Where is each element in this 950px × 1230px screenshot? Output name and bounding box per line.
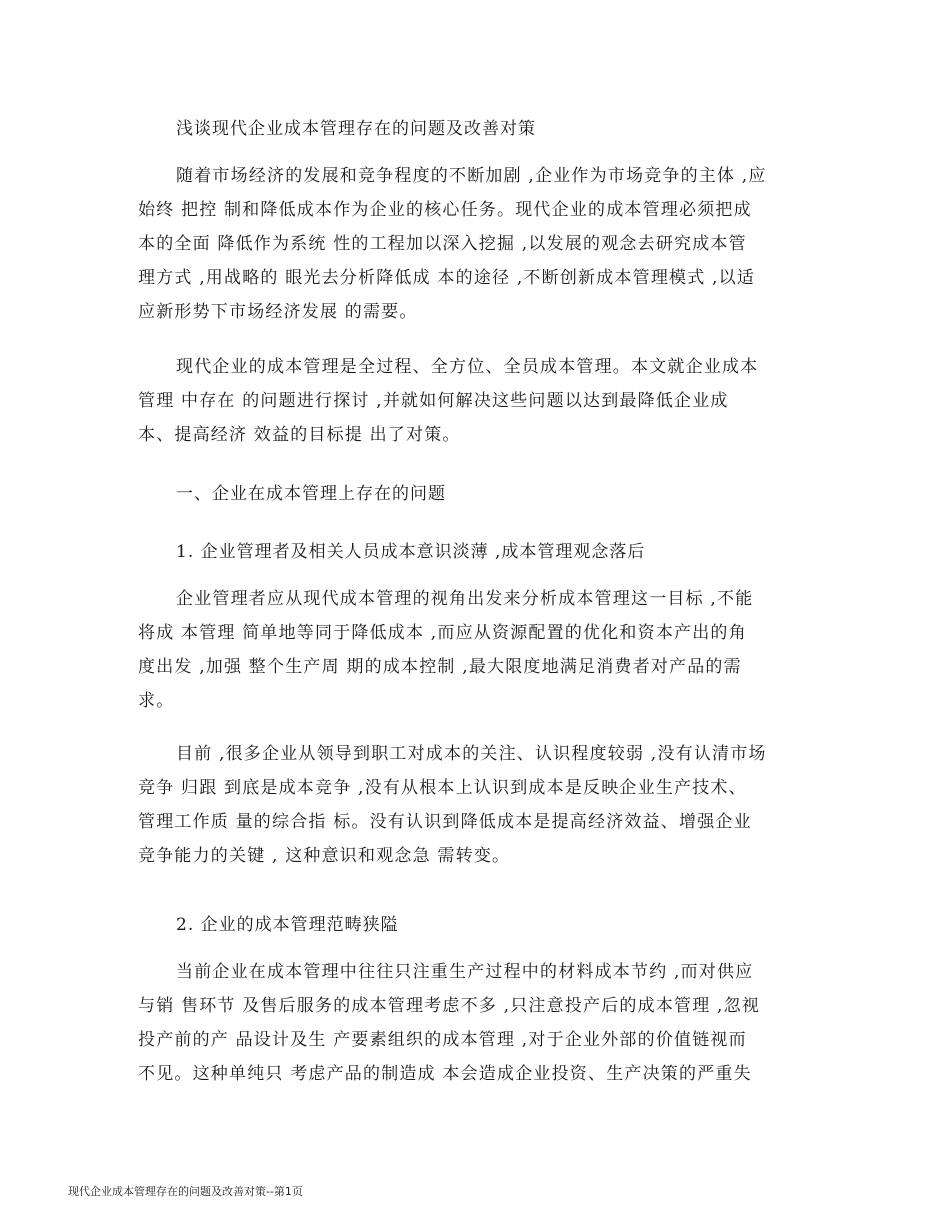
paragraph-current-situation: [138, 737, 803, 873]
paragraph-line: 随着市场经济的发展和竞争程度的不断加剧 ,企业作为市场竞争的主体 ,应: [176, 166, 767, 186]
paragraph-line: 本的全面 降低作为系统 性的工程加以深入挖掘 ,以发展的观念去研究成本管: [138, 234, 747, 254]
subsection-heading: 1. 企业管理者及相关人员成本意识淡薄 ,成本管理观念落后: [176, 542, 646, 562]
paragraph-narrow-scope: [138, 955, 803, 1091]
subsection-heading: 2. 企业的成本管理范畴狭隘: [176, 915, 399, 935]
paragraph-line: 求。: [138, 691, 175, 711]
paragraph-cost-awareness: [138, 582, 803, 718]
paragraph-line: 目前 ,很多企业从领导到职工对成本的关注、认识程度较弱 ,没有认清市场: [176, 744, 767, 764]
paragraph-line: 竞争 归跟 到底是成本竞争 ,没有从根本上认识到成本是反映企业生产技术、: [138, 778, 747, 798]
paragraph-line: 理方式 ,用战略的 眼光去分析降低成 本的途径 ,不断创新成本管理模式 ,以适: [138, 268, 756, 288]
paragraph-line: 管理工作质 量的综合指 标。没有认识到降低成本是提高经济效益、增强企业: [138, 812, 752, 832]
paragraph-line: 企业管理者应从现代成本管理的视角出发来分析成本管理这一目标 ,不能: [176, 589, 754, 609]
paragraph-line: 本、提高经济 效益的目标提 出了对策。: [138, 425, 461, 445]
paragraph-intro: [138, 159, 803, 329]
paragraph-line: 度出发 ,加强 整个生产周 期的成本控制 ,最大限度地满足消费者对产品的需: [138, 657, 742, 677]
paragraph-line: 应新形势下市场经济发展 的需要。: [138, 302, 418, 322]
paragraph-line: 当前企业在成本管理中往往只注重生产过程中的材料成本节约 ,而对供应: [176, 962, 754, 982]
paragraph-line: 不见。这种单纯只 考虑产品的制造成 本会造成企业投资、生产决策的严重失: [138, 1064, 752, 1084]
document-title: 浅谈现代企业成本管理存在的问题及改善对策: [176, 119, 536, 139]
paragraph-line: 始终 把控 制和降低成本作为企业的核心任务。现代企业的成本管理必须把成: [138, 200, 752, 220]
paragraph-scope: [138, 350, 803, 452]
paragraph-line: 管理 中存在 的问题进行探讨 ,并就如何解决这些问题以达到最降低企业成: [138, 391, 729, 411]
paragraph-line: 投产前的产 品设计及生 产要素组织的成本管理 ,对于企业外部的价值链视而: [138, 1030, 747, 1050]
paragraph-line: 与销 售环节 及售后服务的成本管理考虑不多 ,只注意投产后的成本管理 ,忽视: [138, 996, 761, 1016]
paragraph-line: 竞争能力的关键 , 这种意识和观念急 需转变。: [138, 846, 511, 866]
section-heading: 一、企业在成本管理上存在的问题: [176, 484, 446, 504]
page-footer: 现代企业成本管理存在的问题及改善对策--第1页: [68, 1185, 303, 1198]
paragraph-line: 将成 本管理 简单地等同于降低成本 ,而应从资源配置的优化和资本产出的角: [138, 623, 747, 643]
paragraph-line: 现代企业的成本管理是全过程、全方位、全员成本管理。本文就企业成本: [176, 357, 759, 377]
